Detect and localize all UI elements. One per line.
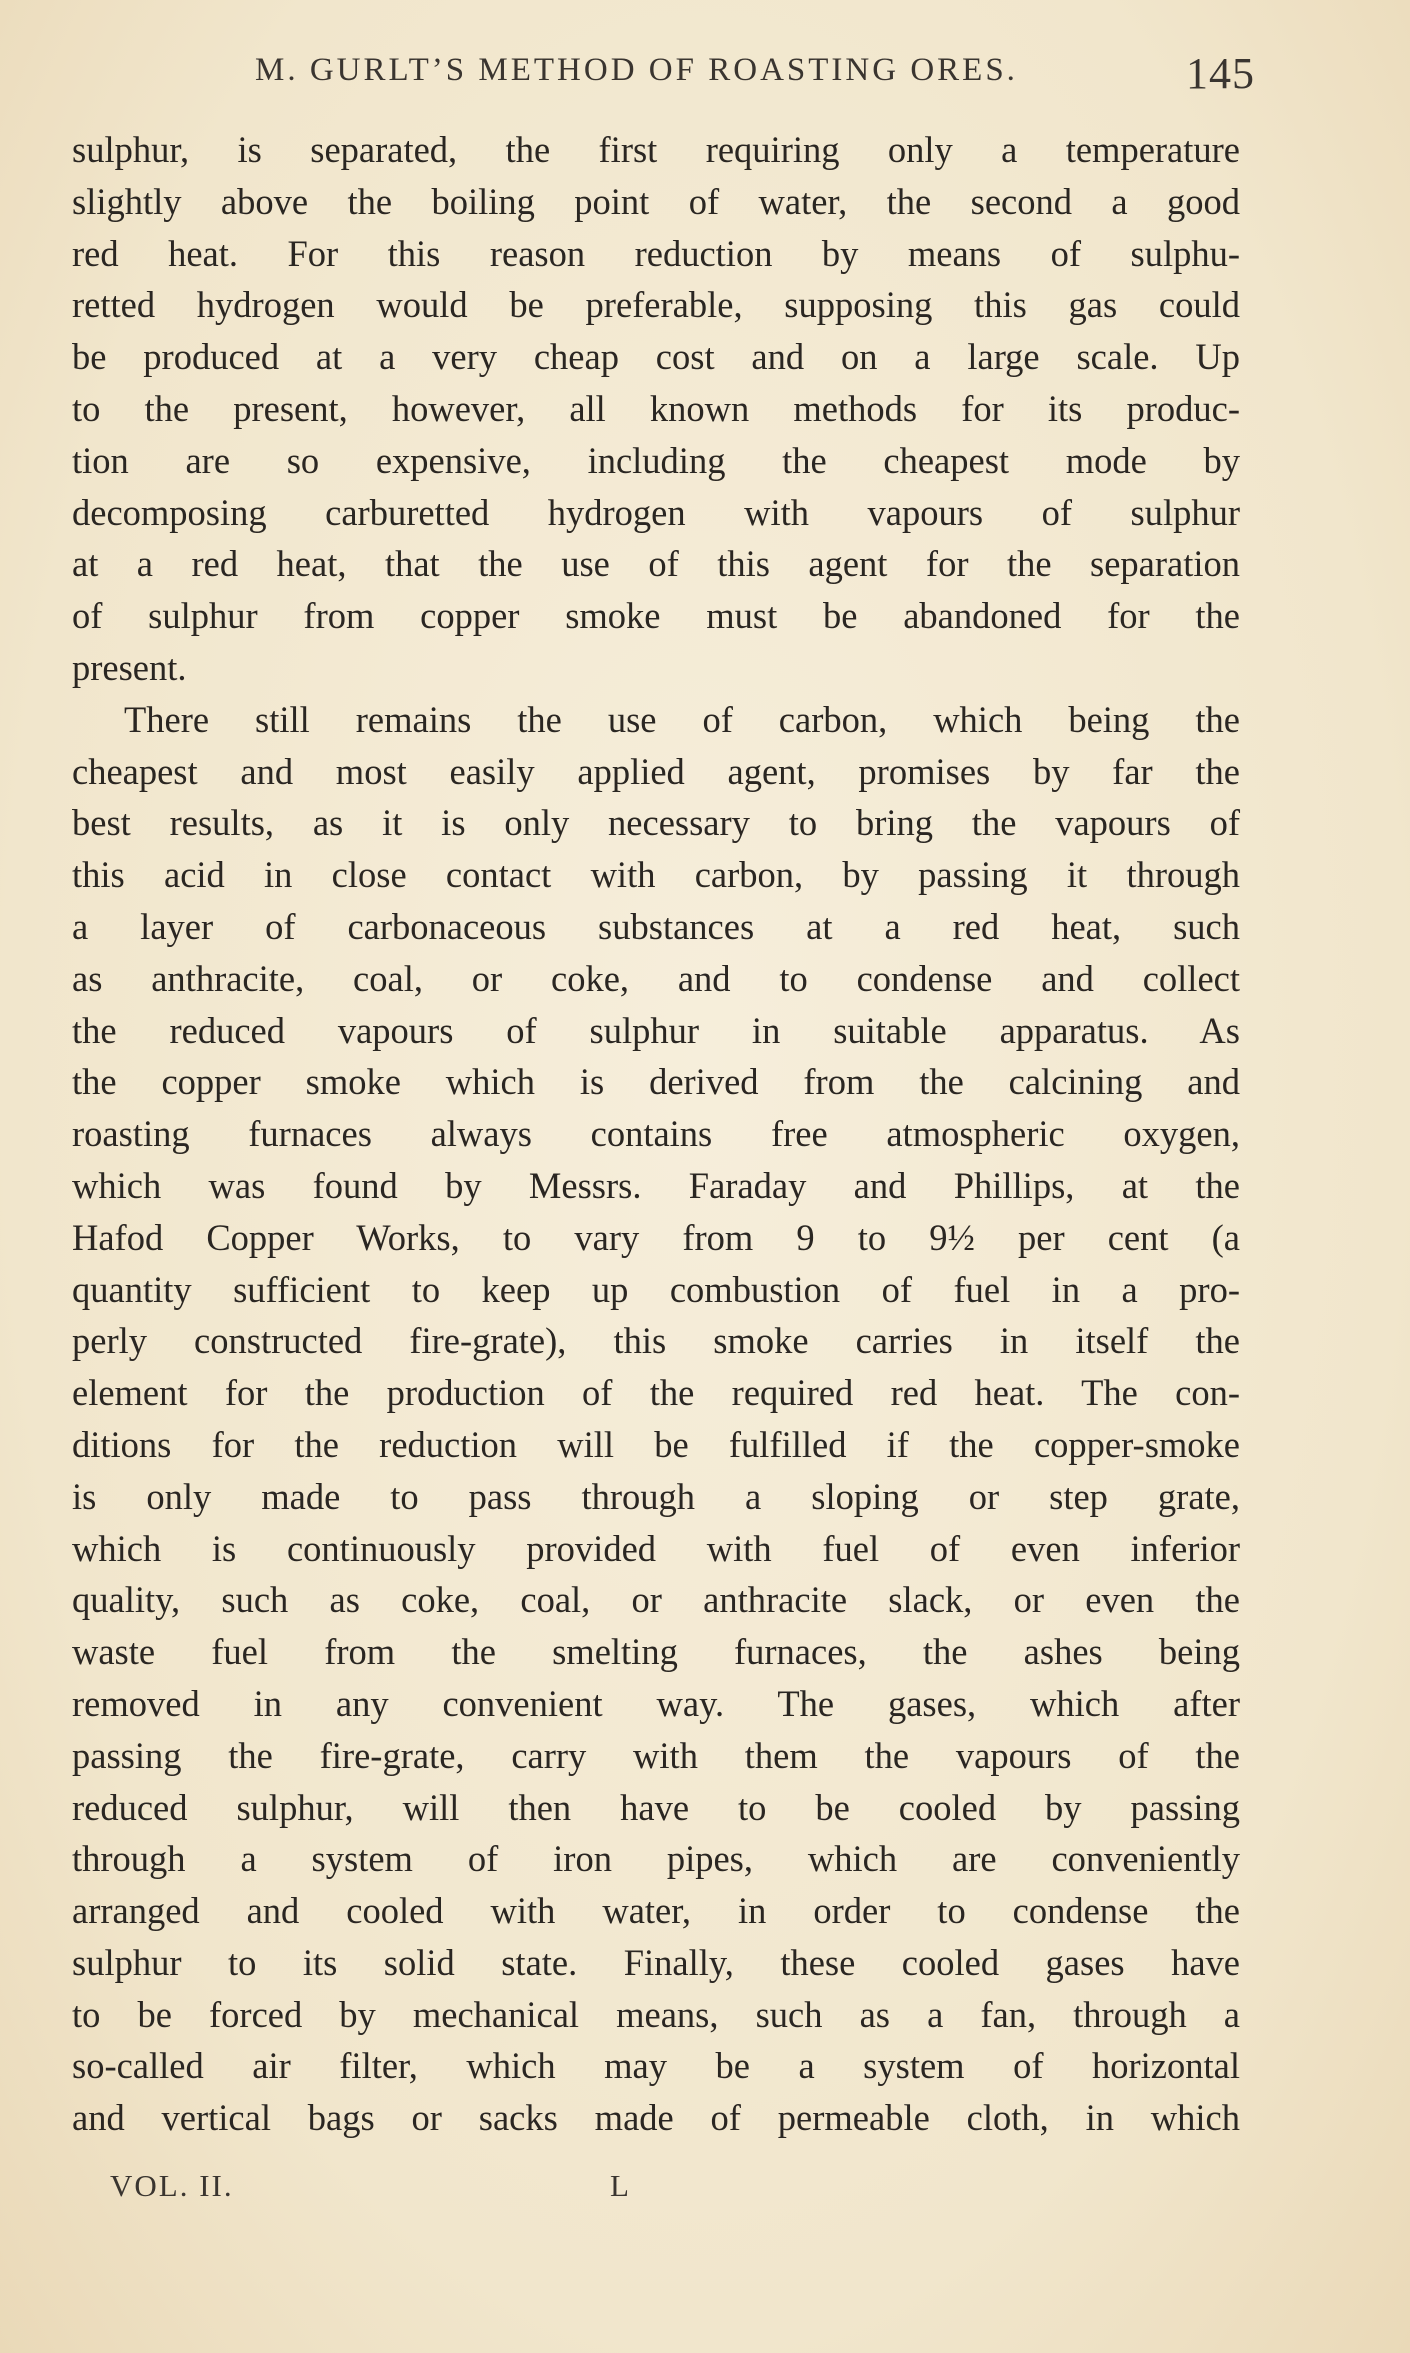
text-line: roasting furnaces always contains free atmospheric oxygen, (72, 1113, 1240, 1155)
text-line: a layer of carbonaceous substances at a red heat, such (72, 905, 1240, 947)
text-line: as anthracite, coal, or coke, and to condense and collect (72, 957, 1240, 999)
text-line: the copper smoke which is derived from the calcining and (72, 1061, 1240, 1103)
text-line: sulphur, is separated, the first requiring only a temperature (72, 129, 1240, 170)
page-number: 145 (1186, 49, 1255, 98)
body-text (72, 124, 1240, 2144)
text-line: best results, as it is only necessary to bring the vapours of (72, 802, 1240, 844)
page-header (255, 48, 1255, 98)
text-line: quality, such as coke, coal, or anthracite slack, or even the (72, 1579, 1240, 1621)
text-line: so-called air filter, which may be a system of horizontal (72, 2045, 1240, 2087)
text-line: removed in any convenient way. The gases, which after (72, 1682, 1240, 1724)
running-head: M. GURLT’S METHOD OF ROASTING ORES. (255, 52, 1018, 88)
text-line: decomposing carburetted hydrogen with vapours of sulphur (72, 491, 1240, 533)
text-line-paragraph-end: present. (72, 646, 187, 688)
text-line: which is continuously provided with fuel of even inferior (72, 1527, 1240, 1569)
text-line: passing the fire-grate, carry with them the vapours of the (72, 1734, 1240, 1776)
text-line: element for the production of the required red heat. The con- (72, 1372, 1240, 1414)
text-line: sulphur to its solid state. Finally, these cooled gases have (72, 1941, 1240, 1983)
text-line: the reduced vapours of sulphur in suitable apparatus. As (72, 1009, 1240, 1051)
text-line: which was found by Messrs. Faraday and Phillips, at the (72, 1164, 1240, 1206)
text-line: of sulphur from copper smoke must be abandoned for the (72, 595, 1240, 637)
text-line: this acid in close contact with carbon, by passing it through (72, 854, 1240, 896)
text-line: cheapest and most easily applied agent, promises by far the (72, 750, 1240, 792)
text-line: slightly above the boiling point of water, the second a good (72, 180, 1240, 222)
text-line: ditions for the reduction will be fulfilled if the copper-smoke (72, 1423, 1240, 1465)
text-line: red heat. For this reason reduction by means of sulphu- (72, 232, 1240, 274)
text-line: be produced at a very cheap cost and on a large scale. Up (72, 336, 1240, 378)
text-line: through a system of iron pipes, which are conveniently (72, 1838, 1240, 1880)
text-line: Hafod Copper Works, to vary from 9 to 9½ per cent (a (72, 1216, 1240, 1258)
text-line: at a red heat, that the use of this agent for the separation (72, 543, 1240, 585)
volume-signature: VOL. II. (110, 2168, 234, 2203)
text-line: is only made to pass through a sloping or step grate, (72, 1475, 1240, 1517)
text-line: to be forced by mechanical means, such as a fan, through a (72, 1993, 1240, 2035)
signature-letter: L (610, 2168, 629, 2203)
page-footer (110, 2168, 810, 2218)
text-line: waste fuel from the smelting furnaces, the ashes being (72, 1631, 1240, 1673)
text-line: retted hydrogen would be preferable, supposing this gas could (72, 284, 1240, 326)
text-line: to the present, however, all known methods for its produc- (72, 387, 1240, 429)
text-line: arranged and cooled with water, in order to condense the (72, 1890, 1240, 1932)
text-line: and vertical bags or sacks made of permeable cloth, in which (72, 2097, 1240, 2139)
text-line-paragraph-start: There still remains the use of carbon, which being the (124, 698, 1240, 740)
text-line: quantity sufficient to keep up combustion of fuel in a pro- (72, 1268, 1240, 1310)
text-line: reduced sulphur, will then have to be cooled by passing (72, 1786, 1240, 1828)
text-line: perly constructed fire-grate), this smoke carries in itself the (72, 1320, 1240, 1362)
text-line: tion are so expensive, including the cheapest mode by (72, 439, 1240, 481)
